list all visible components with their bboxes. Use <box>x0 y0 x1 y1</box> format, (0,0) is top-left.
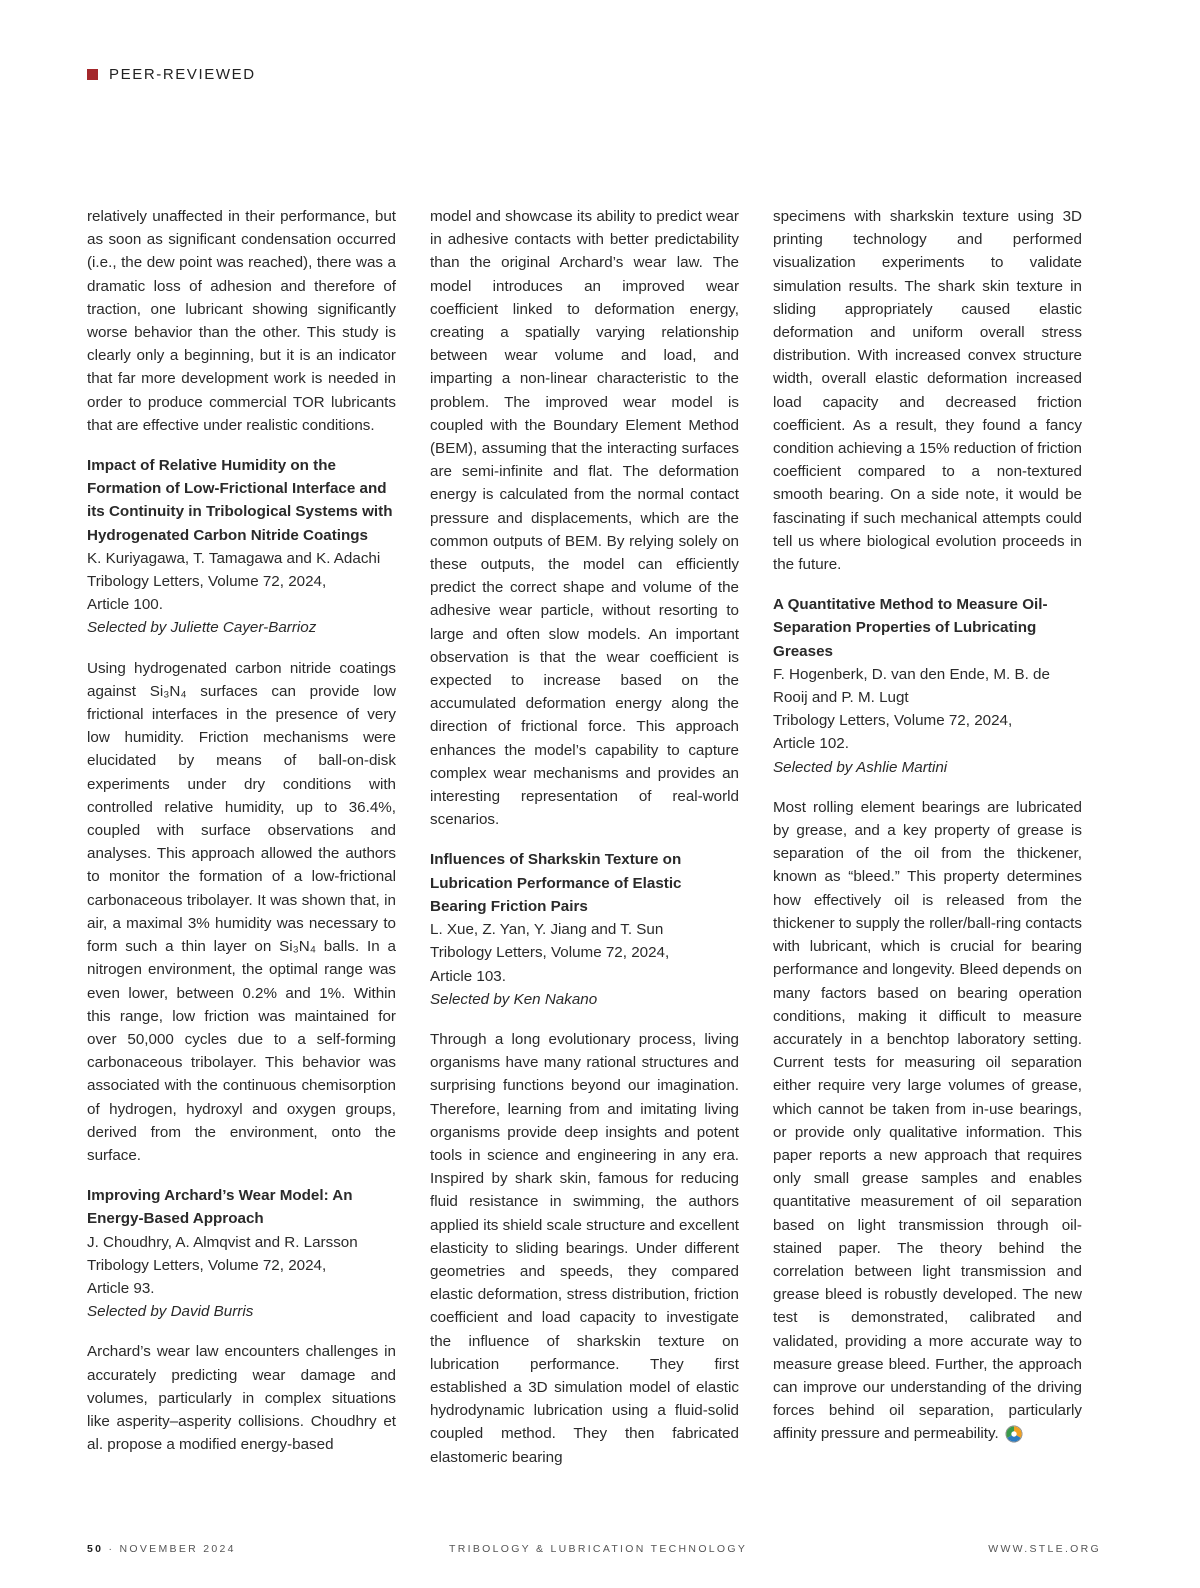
paragraph-text: Most rolling element bearings are lubricated by grease, and a key property of grease is separation of the oil from the thickener, known as “bleed.” This property determines how effectively oil is released from the thickener to supply the roller/ball-ring contacts with lubricant, which is crucial for bearing performance and longevity. Bleed depends on many factors based on bearing operation conditions, making it difficult to measure accurately in a benchtop laboratory setting. Current tests for measuring oil separation either require very large volumes of grease, which cannot be taken from in-use bearings, or provide only qualitative information. This paper reports a new approach that requires only small grease samples and enables quantitative measurement of oil separation based on light transmission through oil-stained paper. The theory behind the correlation between light transmission and grease bleed is robustly developed. The new test is demonstrated, calibrated and validated, providing a more accurate way to measure grease bleed. Further, the approach can improve our understanding of the driving forces behind oil separation, particularly affinity pressure and permeability. <box>773 798 1082 1443</box>
article-authors: L. Xue, Z. Yan, Y. Jiang and T. Sun <box>430 921 664 939</box>
stle-logo-icon <box>1005 1425 1023 1443</box>
article-title: A Quantitative Method to Measure Oil-Separation Properties of Lubricating Greases <box>773 596 1048 660</box>
article-selected-by: Selected by David Burris <box>87 1303 254 1321</box>
column-2 <box>430 205 739 1486</box>
article-number: Article 103. <box>430 967 506 985</box>
article-citation <box>87 454 396 640</box>
article-selected-by: Selected by Juliette Cayer-Barrioz <box>87 619 317 637</box>
article-authors: J. Choudhry, A. Almqvist and R. Larsson <box>87 1233 358 1251</box>
column-1 <box>87 205 396 1473</box>
footer-separator: · <box>108 1543 115 1555</box>
article-selected-by: Selected by Ashlie Martini <box>773 758 948 776</box>
article-number: Article 100. <box>87 596 163 614</box>
article-title: Influences of Sharkskin Texture on Lubrication Performance of Elastic Bearing Friction Pairs <box>430 851 682 915</box>
page-number: 50 <box>87 1543 104 1555</box>
article-authors: K. Kuriyagawa, T. Tamagawa and K. Adachi <box>87 549 381 567</box>
article-title: Impact of Relative Humidity on the Formation of Low-Frictional Interface and its Continuity in Tribological Systems with Hydrogenated Carbon Nitride Coatings <box>87 457 393 544</box>
article-journal: Tribology Letters, Volume 72, 2024, <box>773 712 1013 730</box>
section-marker-square <box>87 69 98 80</box>
paragraph: Archard’s wear law encounters challenges in accurately predicting wear damage and volumes, particularly in complex situations like asperity–asperity collisions. Choudhry et al. propose a modified energy-based <box>87 1343 396 1454</box>
article-citation <box>773 593 1082 779</box>
paragraph: model and showcase its ability to predict wear in adhesive contacts with better predictability than the original Archard’s wear law. The model introduces an improved wear coefficient linked to deformation energy, creating a spatially varying relationship between wear volume and load, and imparting a non-linear characteristic to the problem. The improved wear model is coupled with the Boundary Element Method (BEM), assuming that the interacting surfaces are semi-infinite and flat. The deformation energy is calculated from the normal contact pressure and displacements, which are the common outputs of BEM. By relying solely on these outputs, the model can efficiently predict the correct shape and volume of the adhesive wear particle, without resorting to large and often slow models. An important observation is that the wear coefficient is expected to increase based on the accumulated deformation energy along the direction of frictional force. This approach enhances the model’s capability to capture complex wear mechanisms and provides an interesting representation of real-world scenarios. <box>430 208 739 829</box>
paragraph: Using hydrogenated carbon nitride coatings against Si₃N₄ surfaces can provide low frictional interfaces in the presence of very low humidity. Friction mechanisms were elucidated by means of ball-on-disk experiments under dry conditions with controlled relative humidity, up to 36.4%, coupled with surface observations and analyses. This approach allowed the authors to monitor the formation of a low-frictional carbonaceous tribolayer. It was shown that, in air, a maximal 3% humidity was necessary to form such a thin layer on Si₃N₄ balls. In a nitrogen environment, the optimal range was even lower, between 0.2% and 1%. Within this range, low friction was maintained for over 50,000 cycles due to a self-forming carbonaceous tribolayer. This behavior was associated with the continuous chemisorption of hydrogen, hydroxyl and oxygen groups, derived from the environment, onto the surface. <box>87 659 396 1164</box>
section-label: PEER-REVIEWED <box>109 66 256 83</box>
issue-date: NOVEMBER 2024 <box>119 1543 236 1555</box>
publication-name: TRIBOLOGY & LUBRICATION TECHNOLOGY <box>449 1543 748 1555</box>
article-journal: Tribology Letters, Volume 72, 2024, <box>87 573 327 591</box>
article-selected-by: Selected by Ken Nakano <box>430 990 598 1008</box>
article-title: Improving Archard’s Wear Model: An Energy-Based Approach <box>87 1187 353 1228</box>
website-url: WWW.STLE.ORG <box>988 1543 1101 1555</box>
article-citation <box>430 848 739 1010</box>
article-journal: Tribology Letters, Volume 72, 2024, <box>87 1256 327 1274</box>
article-citation <box>87 1184 396 1323</box>
paragraph-with-end-mark <box>773 796 1082 1446</box>
article-authors: F. Hogenberk, D. van den Ende, M. B. de Rooij and P. M. Lugt <box>773 665 1050 707</box>
paragraph: specimens with sharkskin texture using 3D printing technology and performed visualization experiments to validate simulation results. The shark skin texture in sliding appropriately caused elastic deformation and uniform overall stress distribution. With increased convex structure width, overall elastic deformation increased load capacity and decreased friction coefficient. As a result, they found a fancy condition achieving a 15% reduction of friction coefficient compared to a non-textured smooth bearing. On a side note, it would be fascinating if such mechanical attempts could tell us where biological evolution proceeds in the future. <box>773 208 1083 574</box>
article-journal: Tribology Letters, Volume 72, 2024, <box>430 944 670 962</box>
paragraph: Through a long evolutionary process, living organisms have many rational structures and surprising functions beyond our imagination. Therefore, learning from and imitating living organisms provide deep insights and potent tools in science and engineering in any era. Inspired by shark skin, famous for reducing fluid resistance in swimming, the authors applied its shield scale structure and excellent elasticity to sliding bearings. Under different geometries and speeds, they compared elastic deformation, stress distribution, friction coefficient and load capacity to investigate the influence of sharkskin texture on lubrication performance. They first established a 3D simulation model of elastic hydrodynamic lubrication using a fluid-solid coupled method. They then fabricated elastomeric bearing <box>430 1030 739 1466</box>
column-3 <box>773 205 1082 1463</box>
article-number: Article 102. <box>773 735 849 753</box>
paragraph: relatively unaffected in their performance, but as soon as significant condensation occurred (i.e., the dew point was reached), there was a dramatic loss of adhesion and therefore of traction, one lubricant showing significantly worse behavior than the other. This study is clearly only a beginning, but it is an indicator that far more development work is needed in order to produce commercial TOR lubricants that are effective under realistic conditions. <box>87 208 396 434</box>
article-number: Article 93. <box>87 1279 155 1297</box>
section-header <box>87 66 256 83</box>
footer-page-info <box>87 1543 236 1555</box>
